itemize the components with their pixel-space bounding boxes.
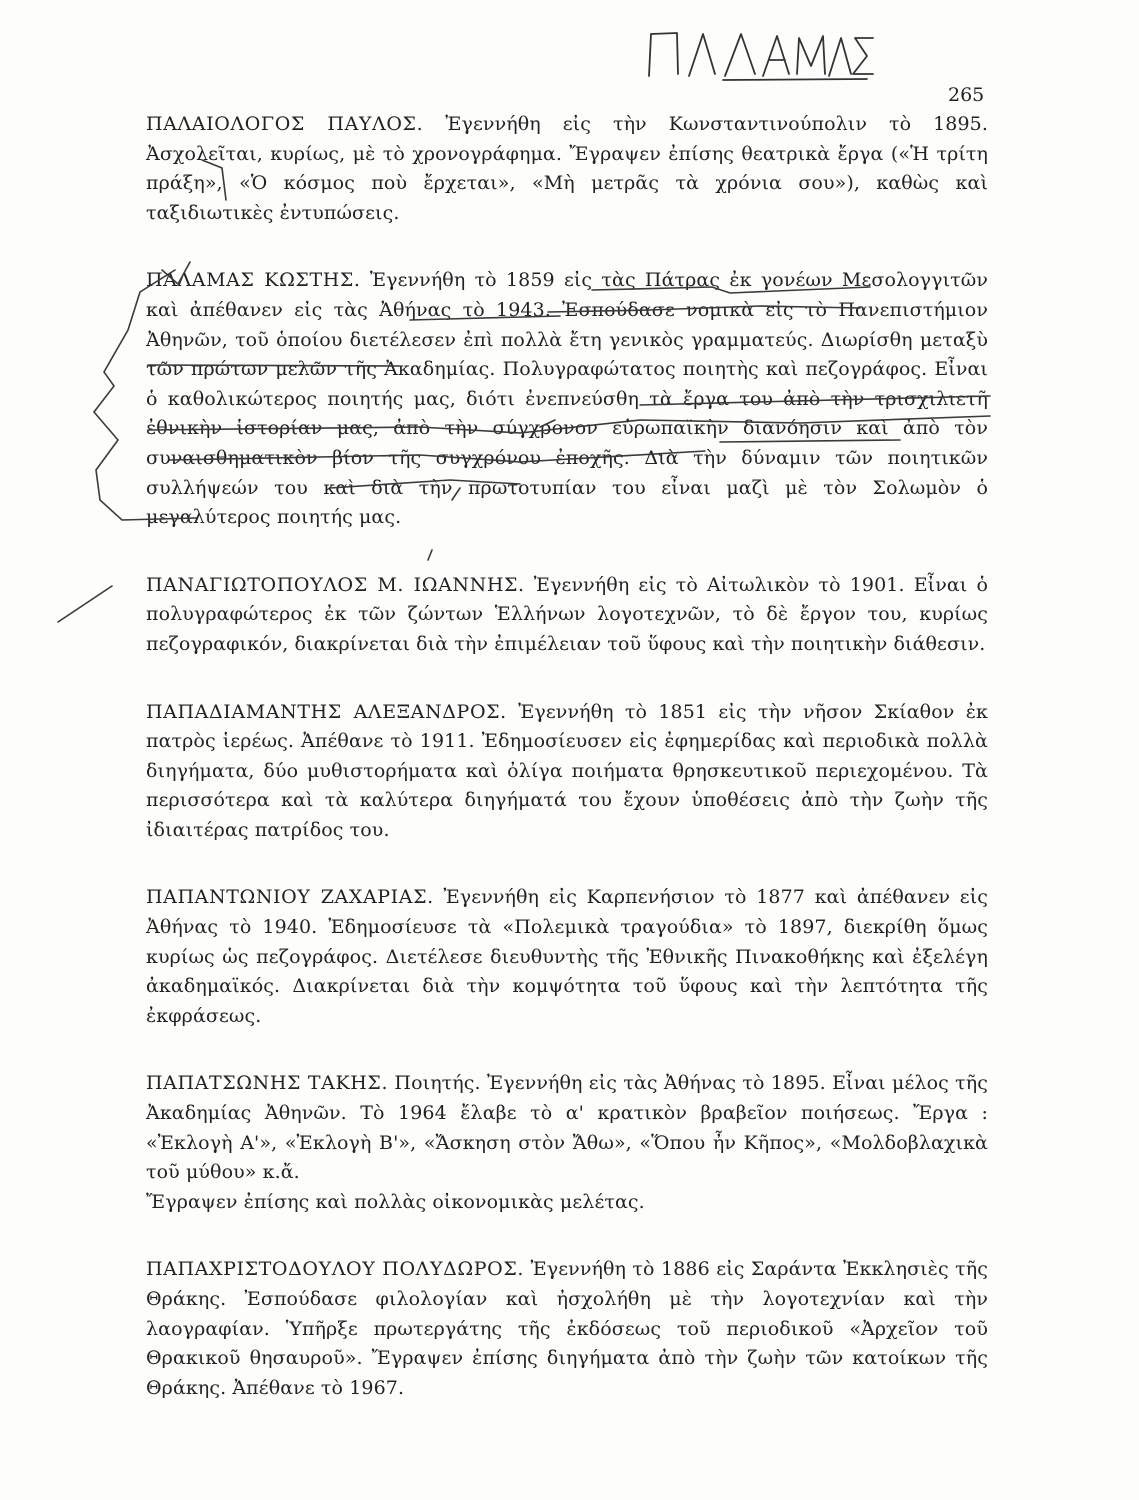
entry-name: ΠΑΛΑΙΟΛΟΓΟΣ ΠΑΥΛΟΣ.	[146, 113, 424, 135]
entry-name: ΠΑΠΑΤΣΩΝΗΣ ΤΑΚΗΣ.	[146, 1072, 389, 1095]
entry-papatsonis	[146, 1069, 988, 1217]
entry-papantoniou	[146, 883, 988, 1031]
entry-text: Ἐγεννήθη εἰς τὴν Κωνσταντινούπολιν τὸ 1895. Ἀσχολεῖται, κυρίως, μὲ τὸ χρονογράφημα. Ἔγραψεν ἐπίσης θεατρικὰ ἔργα («Ἡ τρίτη πράξη», «Ὁ κόσμος ποὺ ἔρχεται», «Μὴ μετρᾶς τὰ χρόνια σου»), καθὼς καὶ ταξιδιωτικὲς ἐντυπώσεις.	[146, 113, 989, 224]
entry-name: ΠΑΠΑΔΙΑΜΑΝΤΗΣ ΑΛΕΞΑΝΔΡΟΣ.	[146, 700, 507, 723]
annotation-mark	[58, 586, 112, 622]
entry-name: ΠΑΠΑΝΤΩΝΙΟΥ ΖΑΧΑΡΙΑΣ.	[146, 886, 434, 909]
entry-palamas	[146, 266, 988, 532]
handwritten-heading	[645, 24, 875, 82]
entry-text: Ἐγεννήθη τὸ 1886 εἰς Σαράντα Ἐκκλησιὲς τῆς Θράκης. Ἐσπούδασε φιλολογίαν καὶ ἠσχολήθη μὲ τὴν λογοτεχνίαν καὶ τὴν λαογραφίαν. Ὑπῆρξε πρωτεργάτης τῆς ἐκδόσεως τοῦ περιοδικοῦ «Ἀρχεῖον τοῦ Θρακικοῦ θησαυροῦ». Ἔγραψεν ἐπίσης διηγήματα ἀπὸ τὴν ζωὴν τῶν κατοίκων τῆς Θράκης. Ἀπέθανε τὸ 1967.	[146, 1258, 988, 1399]
entry-text: Ἐγεννήθη τὸ 1851 εἰς τὴν νῆσον Σκίαθον ἐκ πατρὸς ἱερέως. Ἀπέθανε τὸ 1911. Ἐδημοσίευσεν εἰς ἐφημερίδας καὶ περιοδικὰ πολλὰ διηγήματα, δύο μυθιστορήματα καὶ ὀλίγα ποιήματα θρησκευτικοῦ περιεχομένου. Τὰ περισσότερα καὶ τὰ καλύτερα διηγήματά του ἔχουν ὑποθέσεις ἀπὸ τὴν ζωὴν τῆς ἰδιαιτέρας πατρίδος του.	[146, 700, 988, 841]
entry-text: Ἐγεννήθη εἰς τὸ Αἰτωλικὸν τὸ 1901. Εἶναι ὁ πολυγραφώτερος ἐκ τῶν ζώντων Ἑλλήνων λογοτεχνῶν, τὸ δὲ ἔργον του, κυρίως πεζογραφικόν, διακρίνεται διὰ τὴν ἐπιμέλειαν τοῦ ὕφους καὶ τὴν ποιητικὴν διάθεσιν.	[146, 573, 988, 655]
entry-text: Ποιητής. Ἐγεννήθη εἰς τὰς Ἀθήνας τὸ 1895. Εἶναι μέλος τῆς Ἀκαδημίας Ἀθηνῶν. Τὸ 1964 ἔλαβε τὸ α' κρατικὸν βραβεῖον ποιήσεως. Ἔργα : «Ἐκλογὴ Α'», «Ἐκλογὴ Β'», «Ἄσκηση στὸν Ἄθω», «Ὅπου ἦν Κῆπος», «Μολδοβλαχικὰ τοῦ μύθου» κ.ἄ.	[146, 1072, 988, 1184]
entry-name: ΠΑΠΑΧΡΙΣΤΟΔΟΥΛΟΥ ΠΟΛΥΔΩΡΟΣ.	[146, 1258, 525, 1281]
entry-name: ΠΑΝΑΓΙΩΤΟΠΟΥΛΟΣ Μ. ΙΩΑΝΝΗΣ.	[146, 573, 525, 596]
entry-panagiotopoulos	[146, 571, 988, 660]
entry-papadiamantis	[146, 698, 988, 846]
entry-text: Ἐγεννήθη τὸ 1859 εἰς τὰς Πάτρας ἐκ γονέων Μεσολογγιτῶν καὶ ἀπέθανεν εἰς τὰς Ἀθήνας τὸ 1943. Ἐσπούδασε νομικὰ εἰς τὸ Πανεπιστήμιον Ἀθηνῶν, τοῦ ὁποίου διετέλεσεν ἐπὶ πολλὰ ἔτη γενικὸς γραμματεύς. Διωρίσθη μεταξὺ τῶν πρώτων μελῶν τῆς Ἀκαδημίας. Πολυγραφώτατος ποιητὴς καὶ πεζογράφος. Εἶναι ὁ καθολικώτερος ποιητής μας, διότι ἐνεπνεύσθη τὰ ἔργα του ἀπὸ τὴν τρισχιλιετῆ ἐθνικὴν ἱστορίαν μας, ἀπὸ τὴν σύγχρονον εὐρωπαϊκὴν διανόησιν καὶ ἀπὸ τὸν συναισθηματικὸν βίον τῆς συγχρόνου ἐποχῆς. Διὰ τὴν δύναμιν τῶν ποιητικῶν συλλήψεών του καὶ διὰ τὴν πρωτοτυπίαν του εἶναι μαζὶ μὲ τὸν Σολωμὸν ὁ μεγαλύτερος ποιητής μας.	[146, 269, 988, 529]
entries-list	[146, 110, 988, 1441]
entry-papachristodoulou	[146, 1255, 988, 1403]
entry-note: Ἔγραψεν ἐπίσης καὶ πολλὰς οἰκονομικὰς μελέτας.	[146, 1190, 645, 1213]
entry-palaiologos	[146, 110, 988, 228]
entry-text: Ἐγεννήθη εἰς Καρπενήσιον τὸ 1877 καὶ ἀπέθανεν εἰς Ἀθήνας τὸ 1940. Ἐδημοσίευσε τὰ «Πολεμικὰ τραγούδια» τὸ 1897, διεκρίθη ὅμως κυρίως ὡς πεζογράφος. Διετέλεσε διευθυντὴς τῆς Ἐθνικῆς Πινακοθήκης καὶ ἐξελέγη ἀκαδημαϊκός. Διακρίνεται διὰ τὴν κομψότητα τοῦ ὕφους καὶ τὴν λεπτότητα τῆς ἐκφράσεως.	[146, 886, 988, 1027]
page-number: 265	[948, 84, 985, 106]
entry-name: ΠΑΛΑΜΑΣ ΚΩΣΤΗΣ.	[146, 269, 361, 292]
